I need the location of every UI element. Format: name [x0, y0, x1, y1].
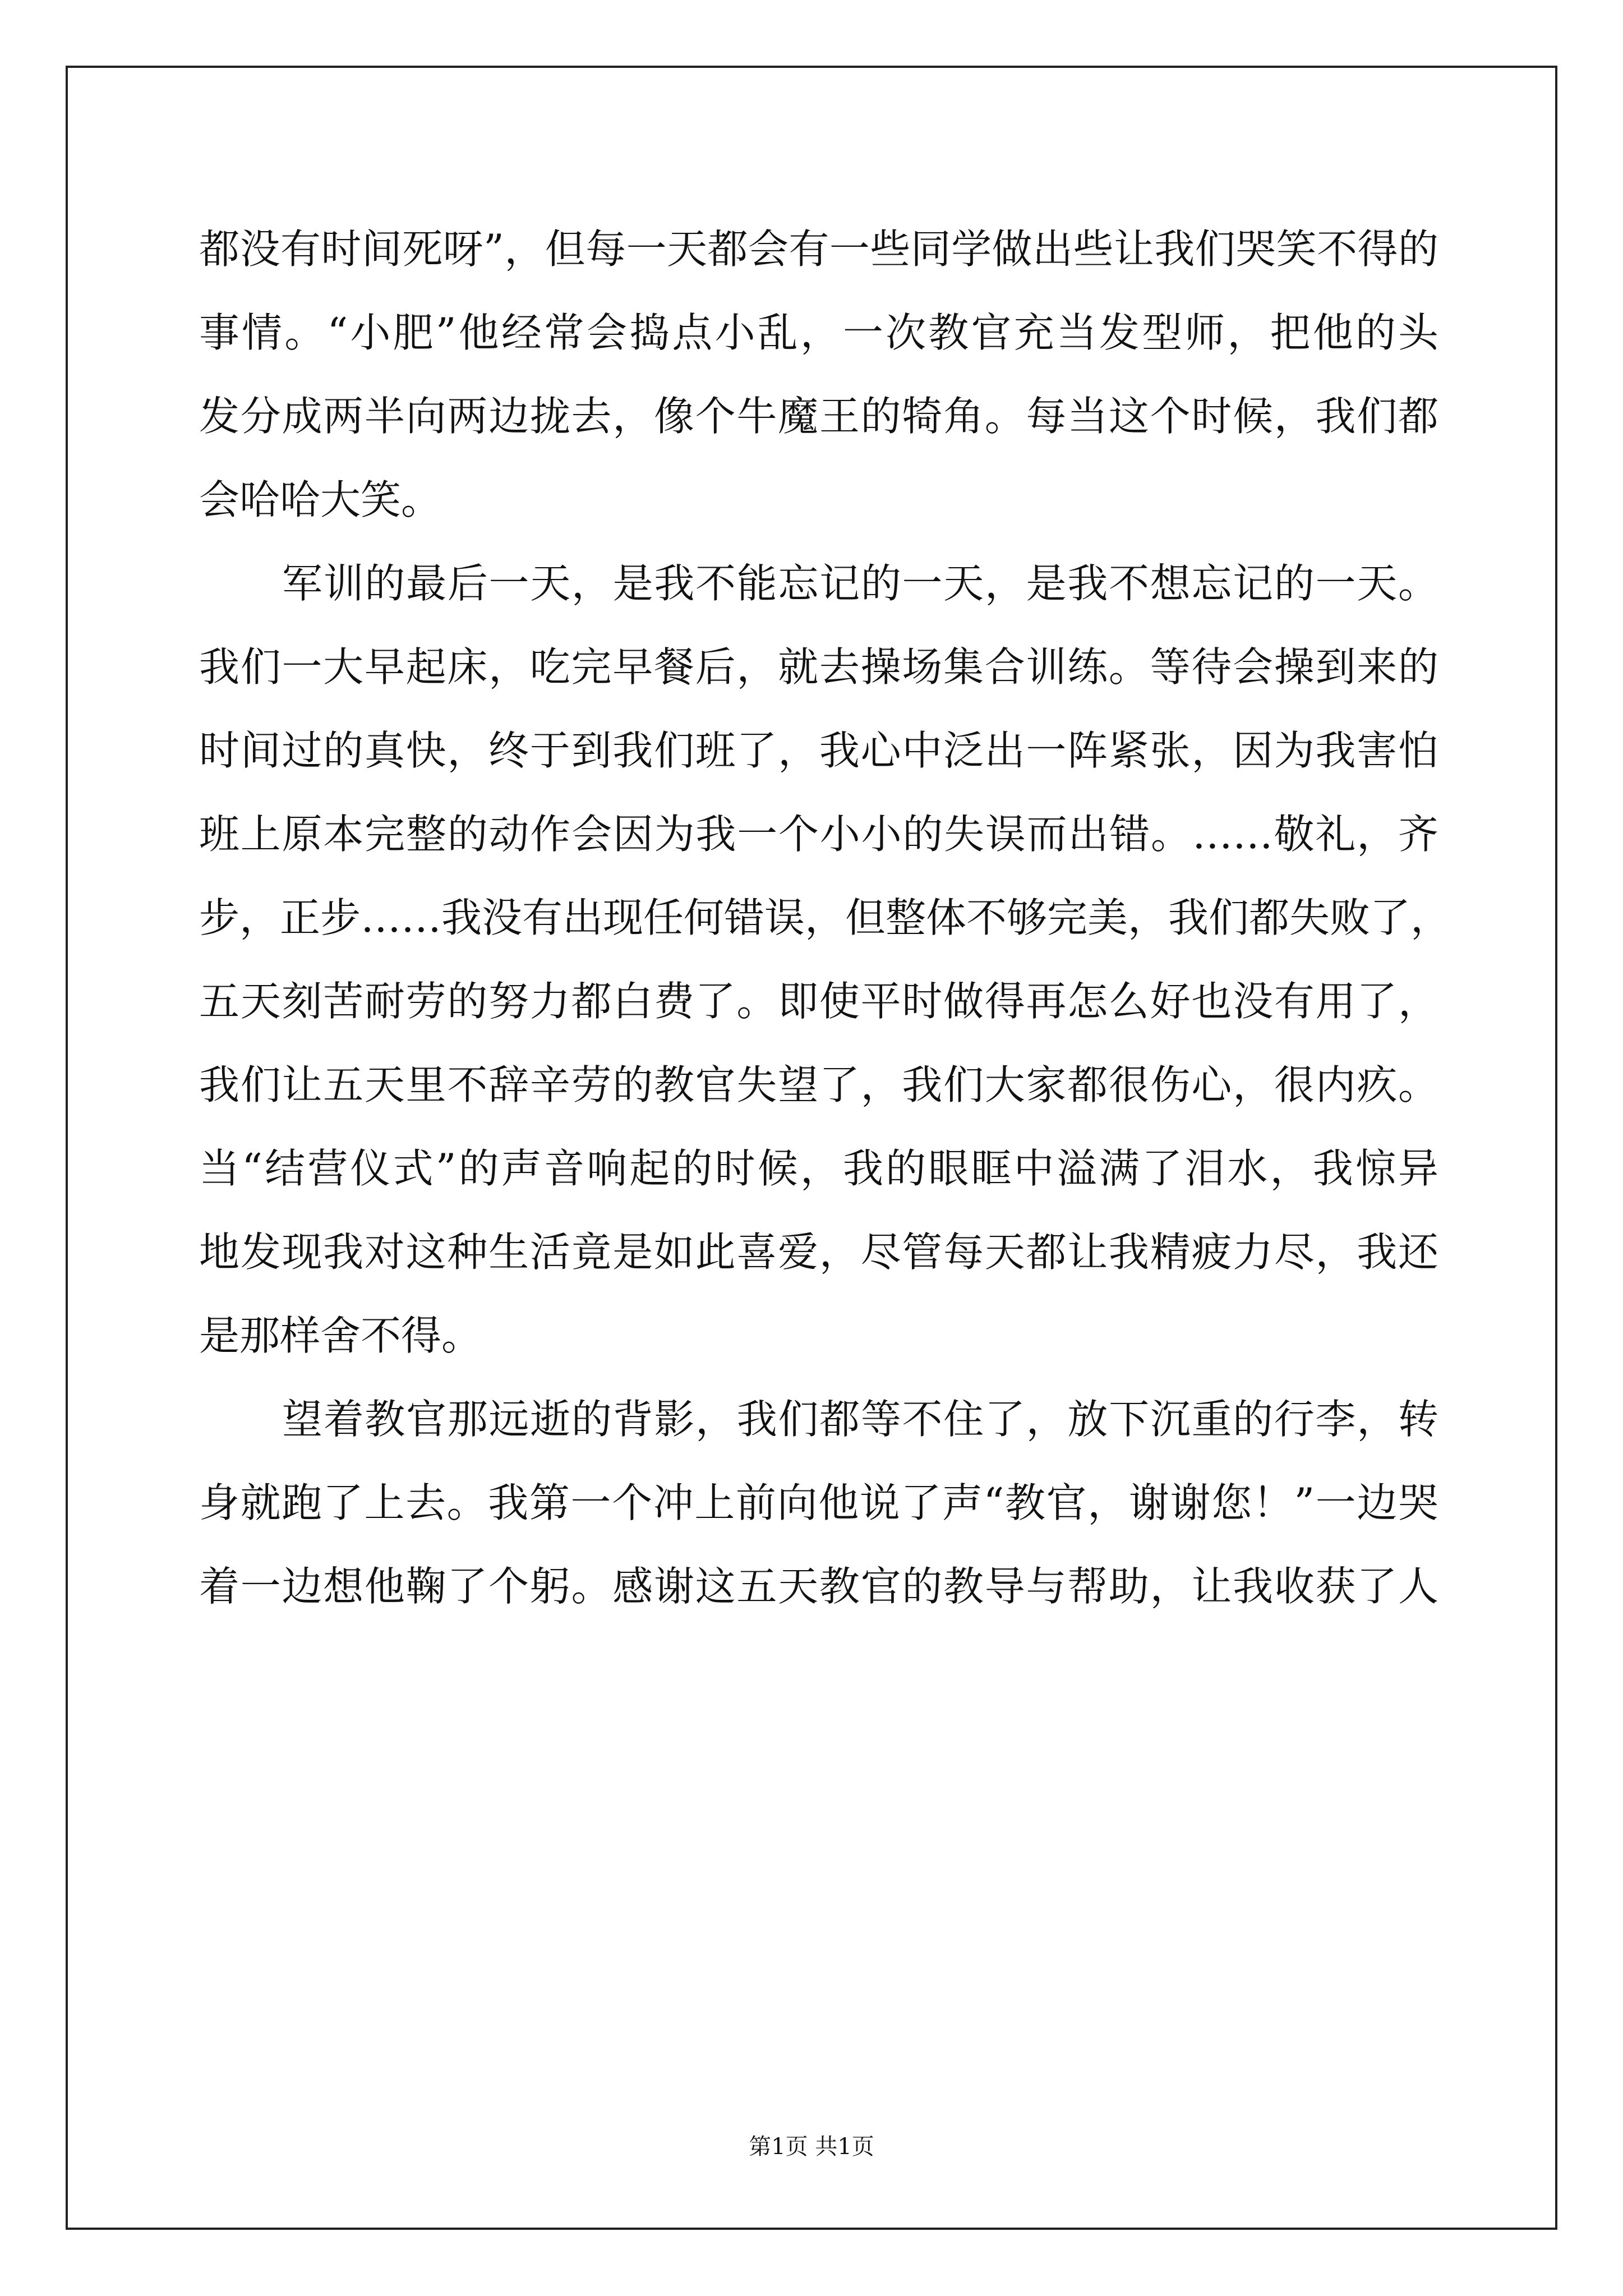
text-line: 班上原本完整的动作会因为我一个小小的失误而出错。……敬礼，齐: [199, 811, 1438, 858]
text-line: 我们让五天里不辞辛劳的教官失望了，我们大家都很伤心，很内疚。: [199, 1061, 1438, 1108]
text-line: 着一边想他鞠了个躬。感谢这五天教官的教导与帮助，让我收获了人: [199, 1563, 1438, 1610]
text-line: 身就跑了上去。我第一个冲上前向他说了声“教官，谢谢您！”一边哭: [199, 1479, 1438, 1526]
text-line: 我们一大早起床，吃完早餐后，就去操场集合训练。等待会操到来的: [199, 643, 1438, 691]
document-body: [199, 208, 1451, 1628]
text-line: 五天刻苦耐劳的努力都白费了。即使平时做得再怎么好也没有用了，: [199, 978, 1438, 1025]
text-line: 地发现我对这种生活竟是如此喜爱，尽管每天都让我精疲力尽，我还: [199, 1228, 1438, 1276]
text-line: 是那样舍不得。: [199, 1312, 482, 1359]
paragraph-first-line: 军训的最后一天，是我不能忘记的一天，是我不想忘记的一天。: [282, 560, 1438, 607]
text-line: 发分成两半向两边拢去，像个牛魔王的犄角。每当这个时候，我们都: [199, 393, 1438, 440]
text-line: 步，正步……我没有出现任何错误，但整体不够完美，我们都失败了，: [199, 894, 1451, 941]
text-line: 都没有时间死呀”，但每一天都会有一些同学做出些让我们哭笑不得的: [199, 226, 1438, 273]
page-number: 第1页 共1页: [749, 2134, 874, 2160]
text-line: 会哈哈大笑。: [199, 476, 442, 523]
text-line: 事情。“小肥”他经常会捣点小乱，一次教官充当发型师，把他的头: [199, 309, 1438, 356]
text-line: 当“结营仪式”的声音响起的时候，我的眼眶中溢满了泪水，我惊异: [199, 1145, 1438, 1192]
text-line: 时间过的真快，终于到我们班了，我心中泛出一阵紧张，因为我害怕: [199, 727, 1438, 774]
paragraph-first-line: 望着教官那远逝的背影，我们都等不住了，放下沉重的行李，转: [282, 1396, 1438, 1443]
